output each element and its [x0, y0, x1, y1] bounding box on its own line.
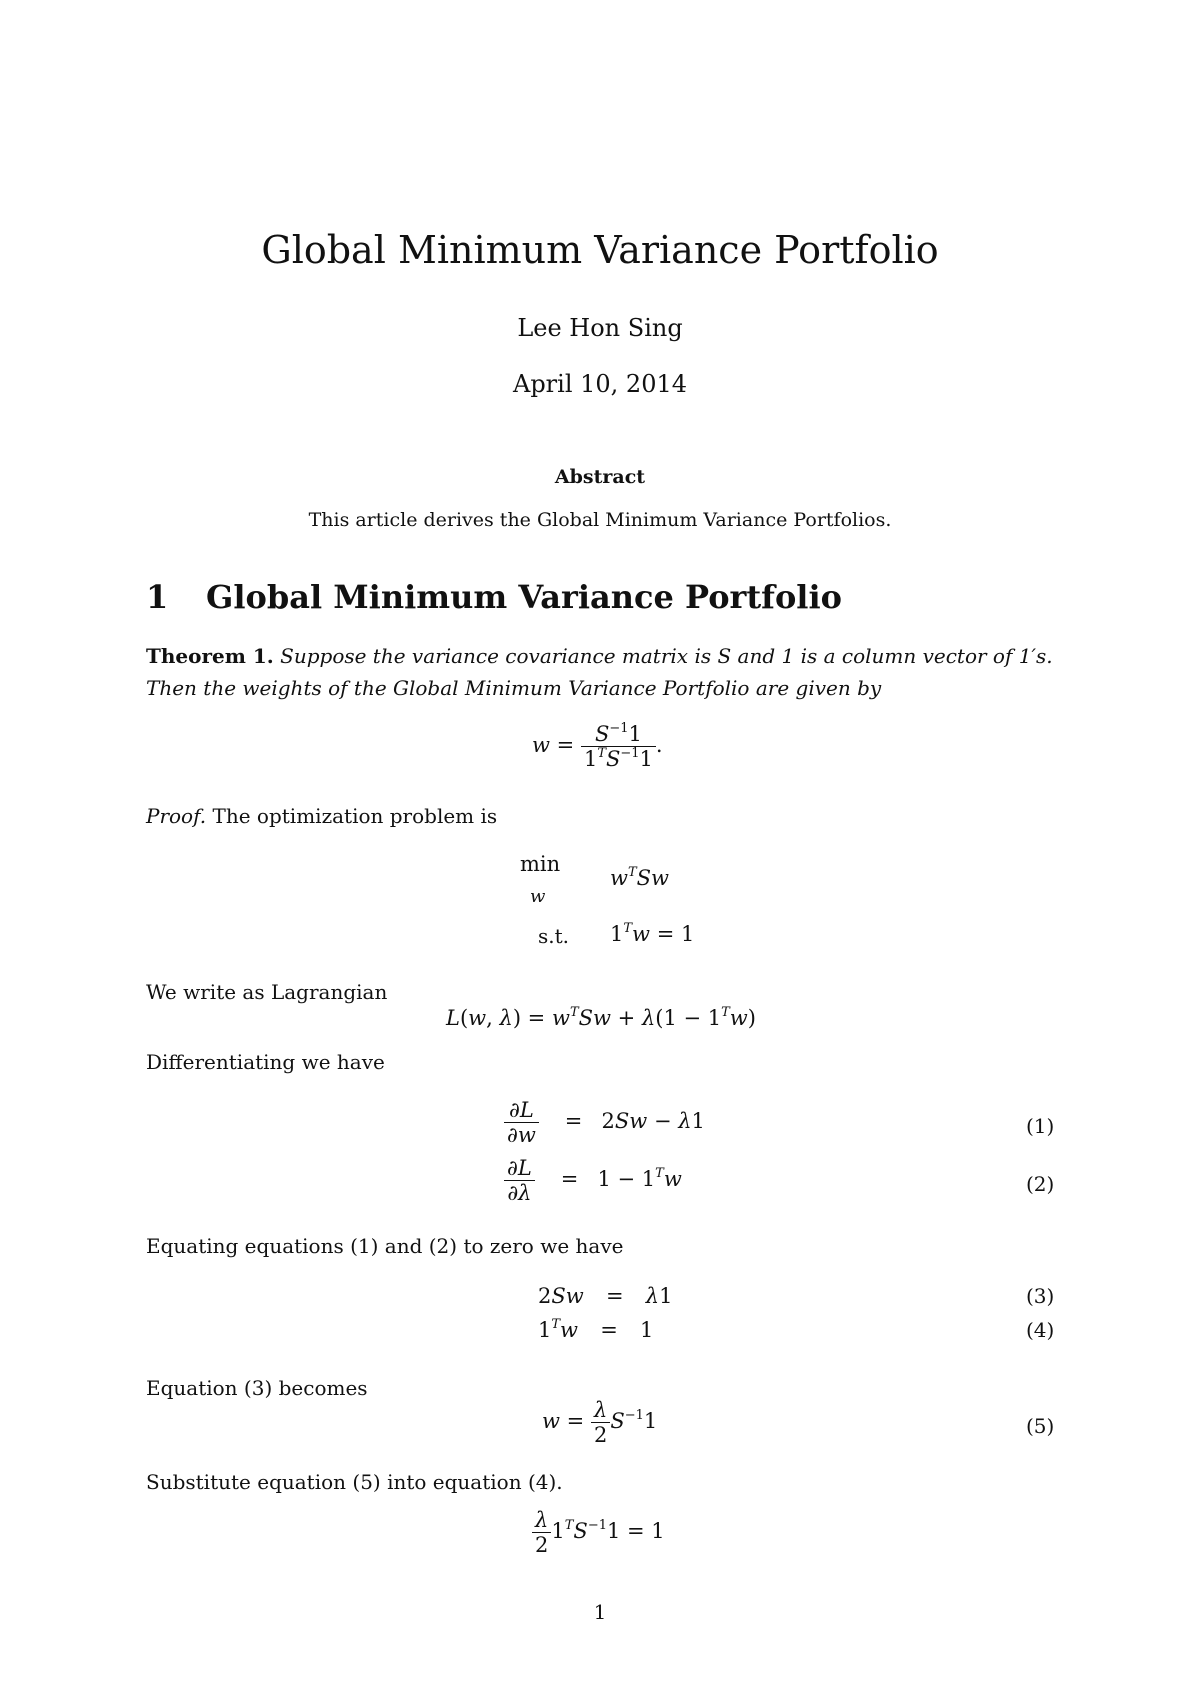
page-number: 1	[593, 1600, 607, 1624]
opt-min-subscript: w	[530, 886, 546, 907]
equation-4: $1^Tw = 1$	[538, 1317, 654, 1342]
lagrangian-equation: L(w, $\lambda) = w^TSw + \lambda(1 - 1^Tw)$	[446, 1005, 756, 1030]
section-number: 1	[146, 578, 169, 616]
section-title: Global Minimum Variance Portfolio	[206, 578, 842, 616]
differentiating-intro: Differentiating we have	[146, 1050, 385, 1074]
theorem-equation: w = $\frac{S^{-1}1}{1^TS^{-1}1}$ .	[532, 721, 663, 771]
paper-date: April 10, 2014	[512, 370, 688, 398]
theorem-text: Suppose the variance covariance matrix is S and 1 is a column vector of 1′s. Then the weights of the Global Minimum Variance Portfolio are given by	[146, 644, 1053, 700]
equation-3: 2Sw = λ1	[538, 1284, 673, 1308]
paper-title: Global Minimum Variance Portfolio	[261, 228, 939, 272]
abstract-text: This article derives the Global Minimum Variance Portfolios.	[308, 509, 892, 531]
opt-objective: $w^TSw$	[610, 865, 670, 890]
substitute-intro: Substitute equation (5) into equation (4).	[146, 1470, 563, 1494]
equation-number-1: (1)	[1026, 1114, 1055, 1138]
substituted-equation: $\frac{\lambda}{2}$ $1^TS^{-1}1 = 1$	[532, 1508, 665, 1557]
section-heading	[146, 578, 842, 616]
equation-number-3: (3)	[1026, 1284, 1055, 1308]
proof-intro-text: The optimization problem is	[212, 804, 498, 828]
proof-intro	[146, 804, 497, 828]
theorem-label: Theorem 1.	[146, 644, 274, 668]
abstract-heading: Abstract	[554, 466, 646, 488]
opt-st: s.t.	[538, 924, 570, 948]
author-name: Lee Hon Sing	[517, 314, 683, 342]
equation-2: $\frac{\partial L}{\partial\lambda}$ = $1 - 1^Tw$	[504, 1156, 682, 1205]
equation-number-4: (4)	[1026, 1318, 1055, 1342]
lagrangian-intro: We write as Lagrangian	[146, 980, 388, 1004]
equation-number-2: (2)	[1026, 1172, 1055, 1196]
opt-min: min	[520, 852, 561, 876]
eq3-intro: Equation (3) becomes	[146, 1376, 368, 1400]
opt-constraint: $1^Tw = 1$	[610, 921, 695, 946]
proof-label: Proof.	[146, 804, 207, 828]
theorem-1	[146, 640, 1056, 704]
equation-1: $\frac{\partial L}{\partial w}$ = 2Sw − λ1	[504, 1098, 705, 1147]
equating-intro: Equating equations (1) and (2) to zero we have	[146, 1234, 624, 1258]
equation-number-5: (5)	[1026, 1414, 1055, 1438]
equation-5: w = $\frac{\lambda}{2}$ $S^{-1}1$	[542, 1398, 658, 1447]
